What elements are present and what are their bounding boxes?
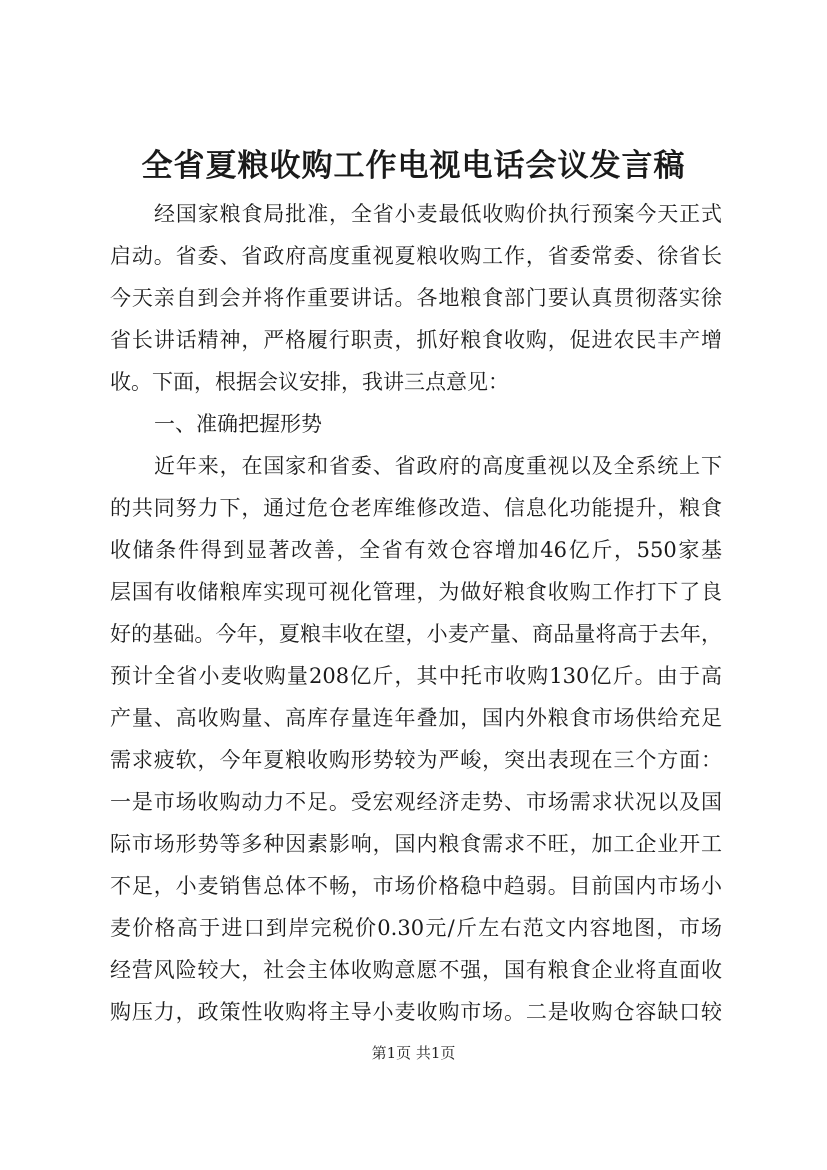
paragraph-line: 麦价格高于进口到岸完税价0.30元/斤左右范文内容地图，市场 [110,916,722,940]
paragraph-line: 际市场形势等多种因素影响，国内粮食需求不旺，加工企业开工 [110,832,722,856]
document-body [110,193,722,1033]
paragraph-line: 好的基础。今年，夏粮丰收在望，小麦产量、商品量将高于去年， [110,622,722,646]
paragraph-line: 近年来，在国家和省委、省政府的高度重视以及全系统上下 [154,454,722,478]
page-footer: 第1页 共1页 [371,1044,456,1062]
paragraph-line: 收。下面，根据会议安排，我讲三点意见： [110,370,509,394]
paragraph-line: 不足，小麦销售总体不畅，市场价格稳中趋弱。目前国内市场小 [110,874,722,898]
paragraph-line: 今天亲自到会并将作重要讲话。各地粮食部门要认真贯彻落实徐 [110,286,722,310]
paragraph-line: 预计全省小麦收购量208亿斤，其中托市收购130亿斤。由于高 [110,664,722,688]
paragraph-line: 经营风险较大，社会主体收购意愿不强，国有粮食企业将直面收 [110,958,722,982]
paragraph-line: 经国家粮食局批准，全省小麦最低收购价执行预案今天正式 [154,202,722,226]
paragraph-line: 收储条件得到显著改善，全省有效仓容增加46亿斤，550家基 [110,538,722,562]
paragraph-line: 省长讲话精神，严格履行职责，抓好粮食收购，促进农民丰产增 [110,328,722,352]
paragraph-line: 启动。省委、省政府高度重视夏粮收购工作，省委常委、徐省长 [110,244,722,268]
paragraph-line: 层国有收储粮库实现可视化管理，为做好粮食收购工作打下了良 [110,580,722,604]
document-title: 全省夏粮收购工作电视电话会议发言稿 [141,148,686,184]
section-heading: 一、准确把握形势 [154,412,322,436]
paragraph-line: 的共同努力下，通过危仓老库维修改造、信息化功能提升，粮食 [110,496,722,520]
paragraph-line: 一是市场收购动力不足。受宏观经济走势、市场需求状况以及国 [110,790,722,814]
paragraph-line: 购压力，政策性收购将主导小麦收购市场。二是收购仓容缺口较 [110,1000,722,1024]
paragraph-line: 需求疲软，今年夏粮收购形势较为严峻，突出表现在三个方面： [110,748,722,772]
paragraph-line: 产量、高收购量、高库存量连年叠加，国内外粮食市场供给充足 [110,706,722,730]
